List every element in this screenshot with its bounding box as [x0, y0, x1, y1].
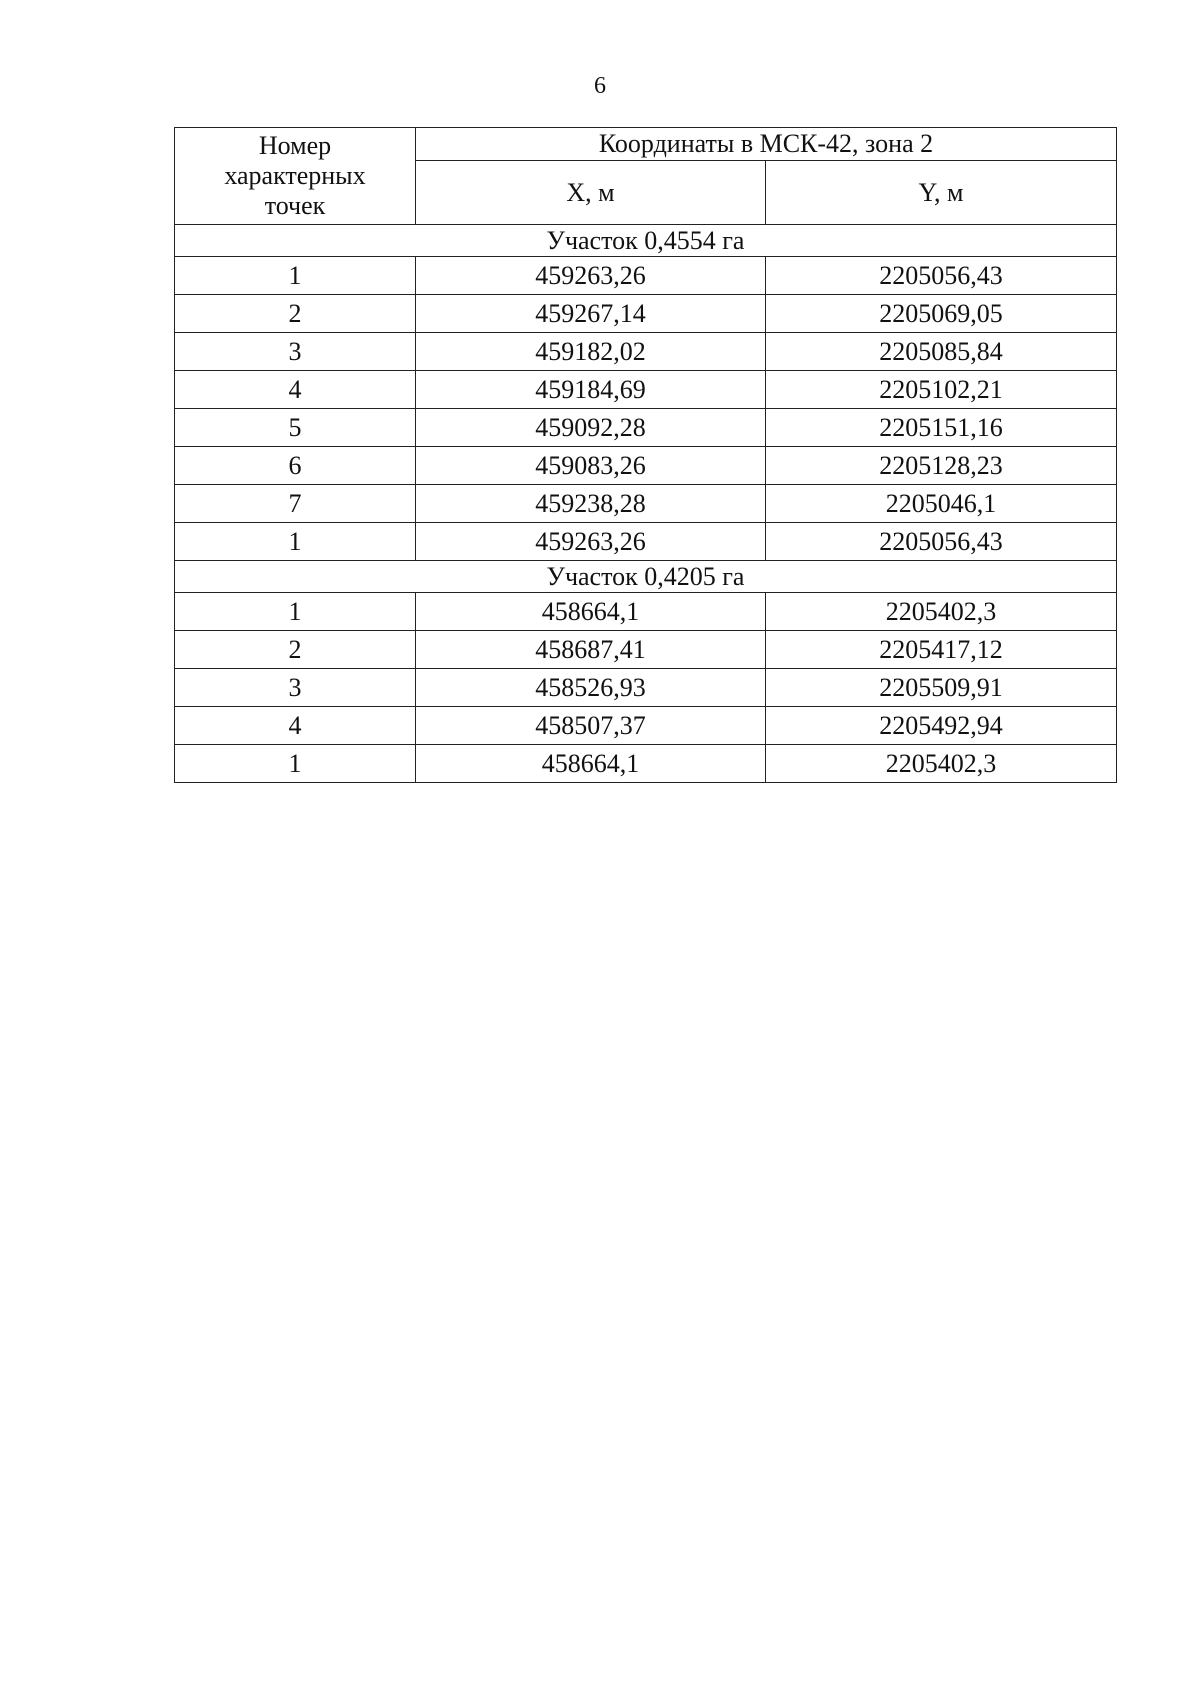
table-body: [175, 225, 1117, 783]
point-number-cell: 1: [175, 523, 416, 561]
table-row: [175, 333, 1117, 371]
point-number-cell: 1: [175, 257, 416, 295]
x-coordinate-cell: 459083,26: [416, 447, 766, 485]
section-row: [175, 561, 1117, 593]
y-coordinate-cell: 2205402,3: [766, 745, 1117, 783]
point-number-header-line: характерных: [224, 161, 366, 190]
point-number-header-line: Номер: [258, 131, 332, 160]
point-number-header-line: точек: [264, 191, 326, 220]
table-row: [175, 523, 1117, 561]
x-coordinate-cell: 458526,93: [416, 669, 766, 707]
y-coordinate-cell: 2205128,23: [766, 447, 1117, 485]
x-coordinate-cell: 458687,41: [416, 631, 766, 669]
point-number-cell: 3: [175, 333, 416, 371]
y-coordinate-cell: 2205056,43: [766, 257, 1117, 295]
table-row: [175, 669, 1117, 707]
point-number-cell: 6: [175, 447, 416, 485]
point-number-cell: 4: [175, 707, 416, 745]
point-number-cell: 7: [175, 485, 416, 523]
y-column-header: Y, м: [766, 161, 1117, 225]
point-number-cell: 2: [175, 295, 416, 333]
y-coordinate-cell: 2205151,16: [766, 409, 1117, 447]
x-coordinate-cell: 459263,26: [416, 257, 766, 295]
table-row: [175, 631, 1117, 669]
point-number-cell: 4: [175, 371, 416, 409]
x-coordinate-cell: 459182,02: [416, 333, 766, 371]
y-coordinate-cell: 2205056,43: [766, 523, 1117, 561]
table-row: [175, 593, 1117, 631]
x-coordinate-cell: 459092,28: [416, 409, 766, 447]
table-header-row: [175, 128, 1117, 161]
x-column-header: X, м: [416, 161, 766, 225]
coordinates-table: [174, 127, 1117, 783]
section-title: Участок 0,4205 га: [175, 561, 1117, 593]
table-row: [175, 745, 1117, 783]
table-row: [175, 409, 1117, 447]
table-row: [175, 485, 1117, 523]
point-number-cell: 5: [175, 409, 416, 447]
x-coordinate-cell: 459238,28: [416, 485, 766, 523]
x-coordinate-cell: 458664,1: [416, 745, 766, 783]
y-coordinate-cell: 2205509,91: [766, 669, 1117, 707]
coordinates-header: Координаты в МСК-42, зона 2: [416, 128, 1117, 161]
point-number-cell: 1: [175, 593, 416, 631]
y-coordinate-cell: 2205085,84: [766, 333, 1117, 371]
x-coordinate-cell: 459267,14: [416, 295, 766, 333]
y-coordinate-cell: 2205417,12: [766, 631, 1117, 669]
y-coordinate-cell: 2205069,05: [766, 295, 1117, 333]
table-row: [175, 447, 1117, 485]
x-coordinate-cell: 459263,26: [416, 523, 766, 561]
section-row: [175, 225, 1117, 257]
point-number-cell: 1: [175, 745, 416, 783]
point-number-header: [175, 128, 416, 225]
x-coordinate-cell: 458507,37: [416, 707, 766, 745]
point-number-cell: 3: [175, 669, 416, 707]
section-title: Участок 0,4554 га: [175, 225, 1117, 257]
x-coordinate-cell: 458664,1: [416, 593, 766, 631]
y-coordinate-cell: 2205102,21: [766, 371, 1117, 409]
page-number: 6: [594, 73, 606, 99]
y-coordinate-cell: 2205046,1: [766, 485, 1117, 523]
table-row: [175, 371, 1117, 409]
table-row: [175, 707, 1117, 745]
y-coordinate-cell: 2205492,94: [766, 707, 1117, 745]
table-row: [175, 257, 1117, 295]
y-coordinate-cell: 2205402,3: [766, 593, 1117, 631]
x-coordinate-cell: 459184,69: [416, 371, 766, 409]
point-number-cell: 2: [175, 631, 416, 669]
table-row: [175, 295, 1117, 333]
